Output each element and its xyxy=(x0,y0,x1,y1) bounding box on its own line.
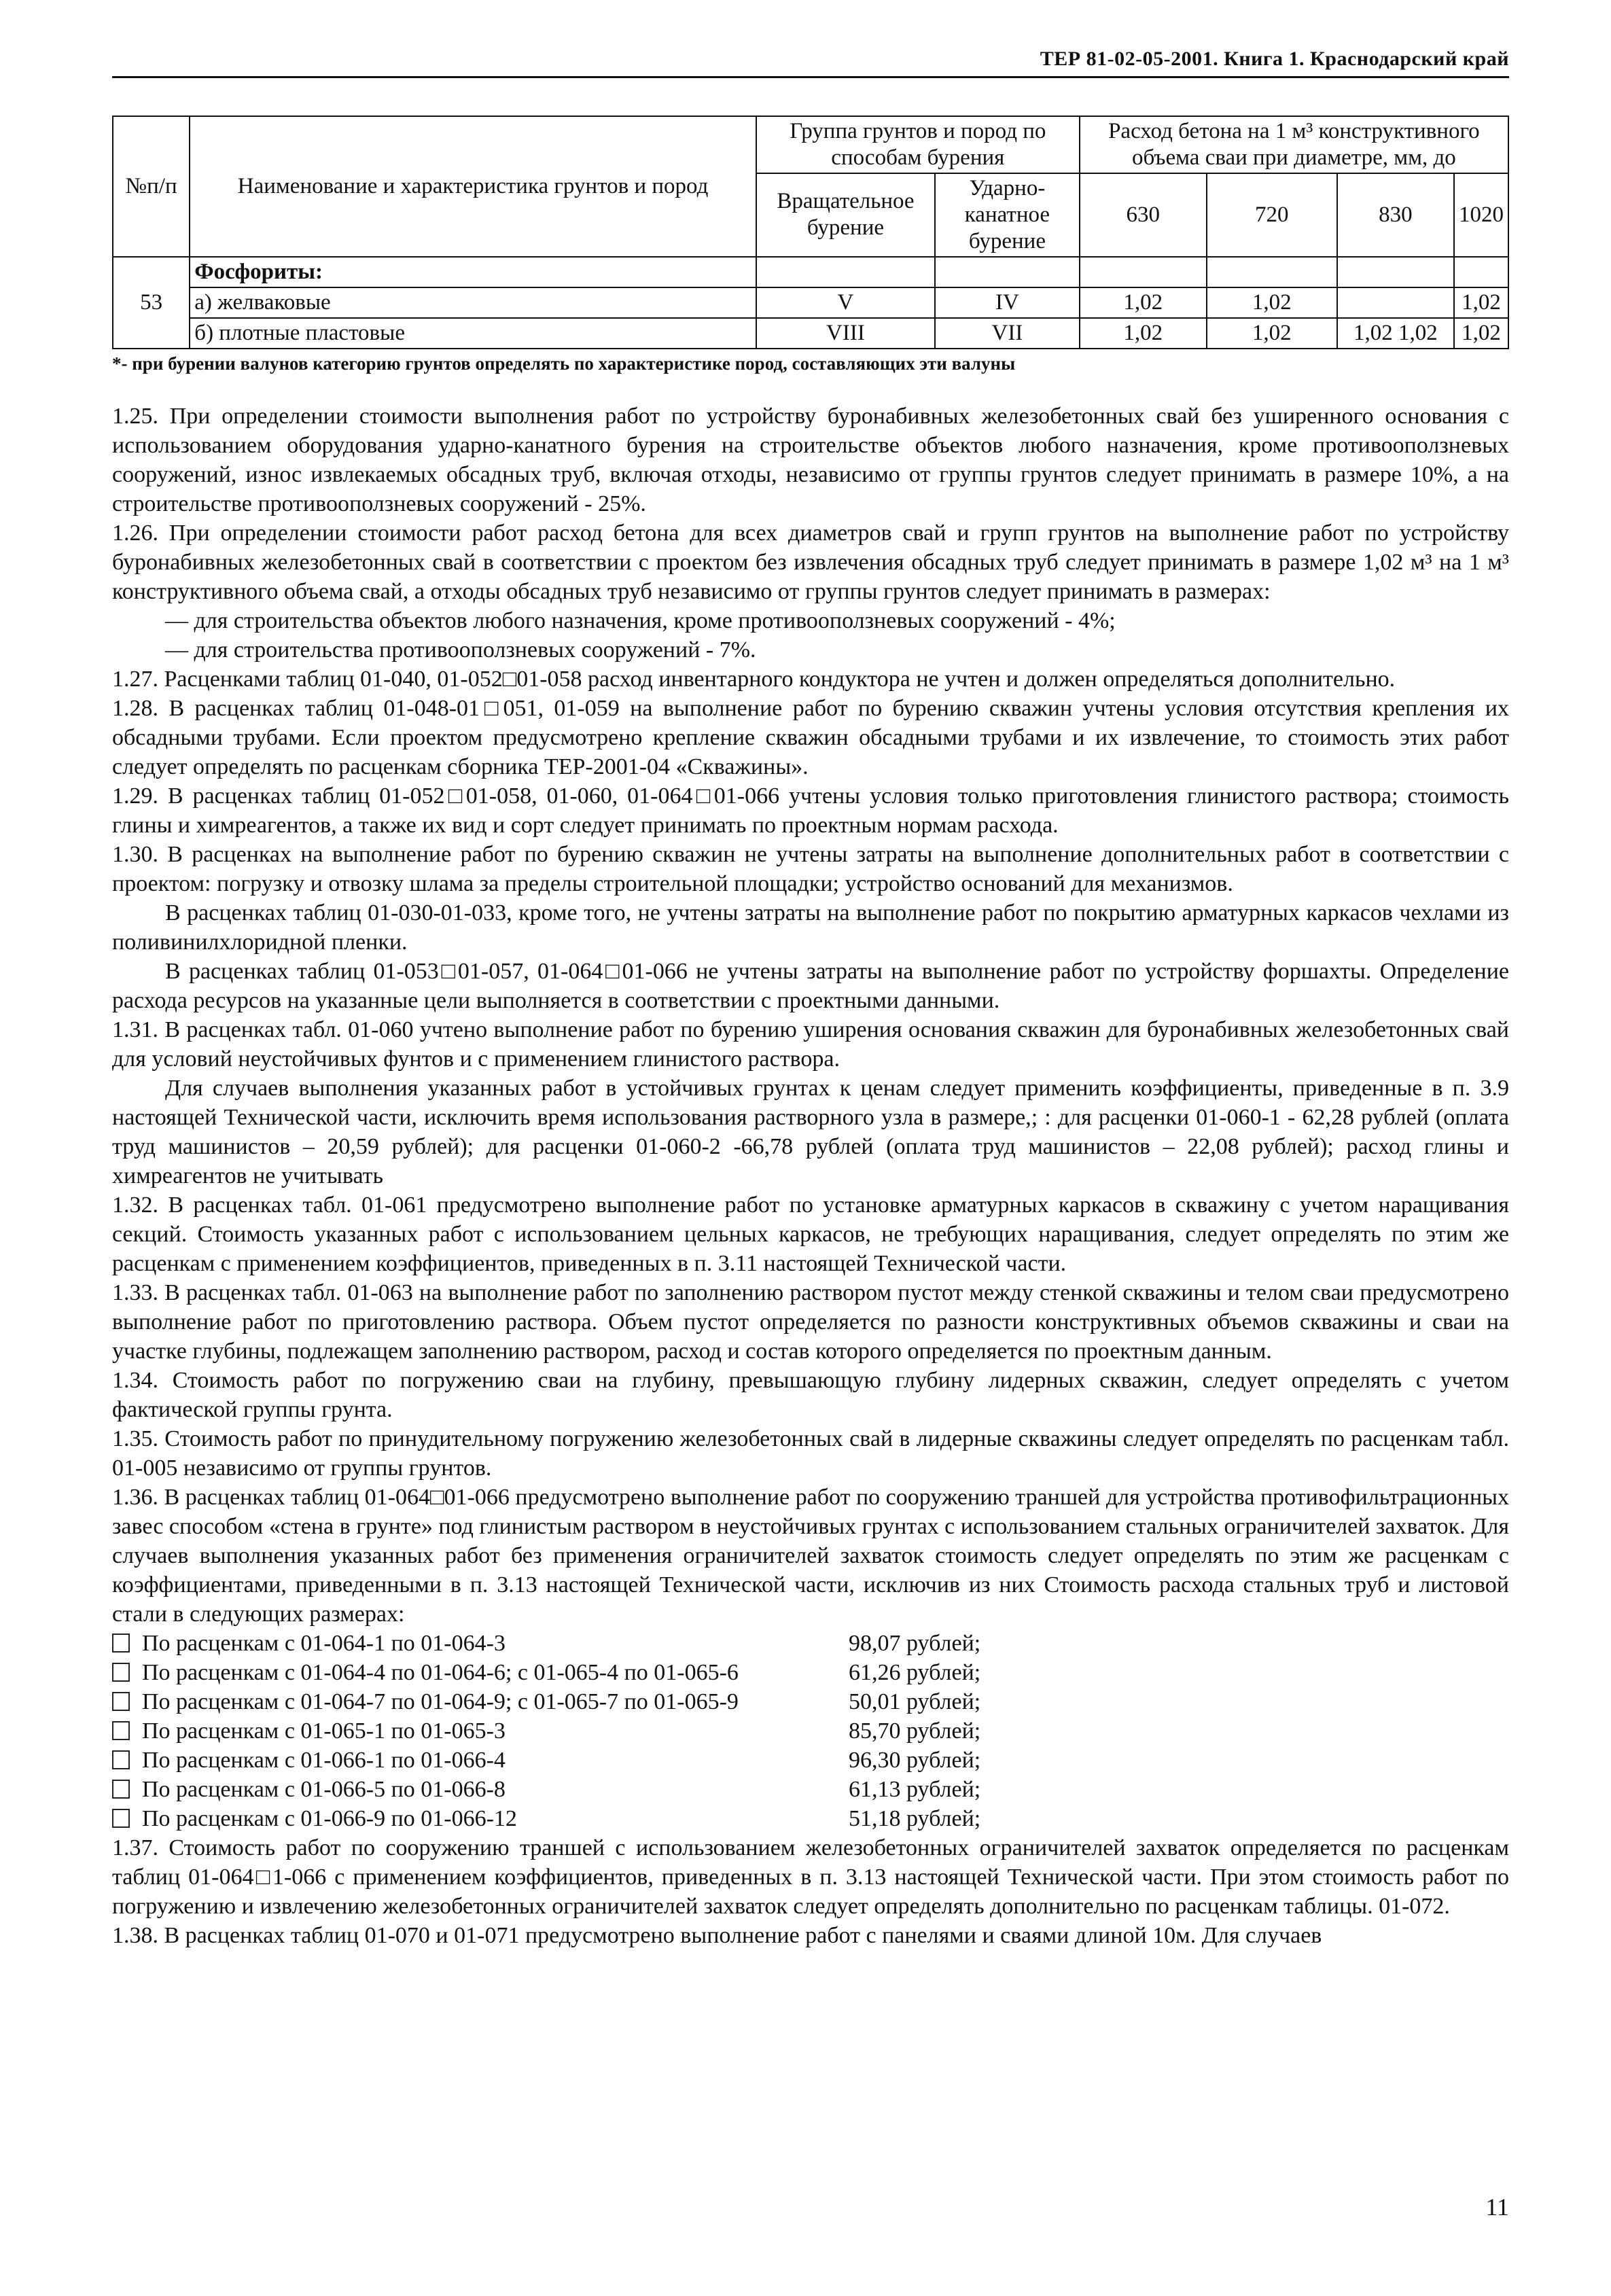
paragraph-1-30-cont-2: В расценках таблиц 01-053□01-057, 01-064□01-066 не учтены затраты на выполнение работ по устройству форшахты. Определение расхода ресурсов на указанные цели выполняется в соответствии с проектными данными. xyxy=(112,958,1509,1013)
checkbox-icon xyxy=(112,1633,130,1653)
paragraph-1-33: 1.33. В расценках табл. 01-063 на выполнение работ по заполнению раствором пустот между стенкой скважины и телом сваи предусмотрено выполнение работ по приготовлению раствора. Объем пустот определяется по разности конструктивных объемов скважины и сваи на участке глубины, подлежащем заполнению раствором, расход и состав которого определяется по проектным данным. xyxy=(112,1279,1509,1364)
cell-rotary: VIII xyxy=(756,318,935,349)
page-number: 11 xyxy=(1485,2193,1509,2221)
paragraph-1-35: 1.35. Стоимость работ по принудительному погружению железобетонных свай в лидерные скважины следует определять по расценкам табл. 01-005 независимо от группы грунтов. xyxy=(112,1426,1509,1481)
list-item xyxy=(112,1746,1509,1775)
row-number: 53 xyxy=(113,257,190,349)
table-header-row xyxy=(113,116,1508,173)
row-name: а) желваковые xyxy=(190,287,756,318)
paragraph-1-28: 1.28. В расценках таблиц 01-048-01□051, 01-059 на выполнение работ по бурению скважин учтены условия отсутствия крепления их обсадными трубами. Если проектом предусмотрено крепление скважин обсадными трубами и их извлечение, то стоимость этих работ следует определять по расценкам сборника ТЕР-2001-04 «Скважины». xyxy=(112,695,1509,779)
price-list xyxy=(112,1629,1509,1833)
col-header-d1020: 1020 xyxy=(1454,173,1508,257)
col-header-d630: 630 xyxy=(1080,173,1207,257)
cell-d1020: 1,02 xyxy=(1454,287,1508,318)
col-header-d720: 720 xyxy=(1207,173,1337,257)
list-item xyxy=(112,1804,1509,1833)
col-header-number: №п/п xyxy=(113,116,190,257)
cell-rotary: V xyxy=(756,287,935,318)
list-item-text: По расценкам с 01-064-7 по 01-064-9; с 01-065-7 по 01-065-9 xyxy=(142,1689,739,1714)
checkbox-icon xyxy=(112,1692,130,1711)
list-item-text: По расценкам с 01-066-1 по 01-066-4 xyxy=(142,1747,506,1773)
list-item-price: 61,13 рублей; xyxy=(849,1776,981,1802)
list-item xyxy=(112,1687,1509,1716)
paragraph-1-31: 1.31. В расценках табл. 01-060 учтено выполнение работ по бурению уширения основания скважин для буронабивных железобетонных свай для условий неустойчивых фунтов и с применением глинистого раствора. xyxy=(112,1017,1509,1072)
list-item-text: По расценкам с 01-064-1 по 01-064-3 xyxy=(142,1630,506,1656)
list-item xyxy=(112,1629,1509,1658)
list-item-text: По расценкам с 01-064-4 по 01-064-6; с 01-065-4 по 01-065-6 xyxy=(142,1659,739,1685)
cell-percussion: IV xyxy=(935,287,1080,318)
paragraph-1-36: 1.36. В расценках таблиц 01-064□01-066 предусмотрено выполнение работ по сооружению траншей для устройства противофильтрационных завес способом «стена в грунте» под глинистым раствором в неустойчивых грунтах с использованием стальных ограничителей захваток. Для случаев выполнения указанных работ без применения ограничителей захваток стоимость следует определять по этим же расценкам с коэффициентами, приведенными в п. 3.13 настоящей Технической части, исключив из них Стоимость расхода стальных труб и листовой стали в следующих размерах: xyxy=(112,1484,1509,1627)
list-item xyxy=(112,1775,1509,1804)
paragraph-1-29: 1.29. В расценках таблиц 01-052□01-058, 01-060, 01-064□01-066 учтены условия только приготовления глинистого раствора; стоимость глины и химреагентов, а также их вид и сорт следует принимать по проектным нормам расхода. xyxy=(112,783,1509,838)
paragraph-1-31-cont: Для случаев выполнения указанных работ в устойчивых грунтах к ценам следует применить коэффициенты, приведенные в п. 3.9 настоящей Технической части, исключить время использования растворного узла в размере,; : для расценки 01-060-1 - 62,28 рублей (оплата труд машинистов – 20,59 рублей); для расценки 01-060-2 -66,78 рублей (оплата труд машинистов – 22,08 рублей); расход глины и химреагентов не учитывать xyxy=(112,1075,1509,1188)
paragraph-1-34: 1.34. Стоимость работ по погружению сваи на глубину, превышающую глубину лидерных скважин, следует определять с учетом фактической группы грунта. xyxy=(112,1367,1509,1422)
cell-d830 xyxy=(1337,287,1454,318)
paragraph-1-25: 1.25. При определении стоимости выполнения работ по устройству буронабивных железобетонных свай без уширенного основания с использованием оборудования ударно-канатного бурения на строительстве объектов любого назначения, кроме противооползневых сооружений, износ извлекаемых обсадных труб, включая отходы, независимо от группы грунтов следует принимать в размере 10%, а на строительстве противооползневых сооружений - 25%. xyxy=(112,403,1509,516)
list-item-price: 51,18 рублей; xyxy=(849,1805,981,1831)
cell-percussion: VII xyxy=(935,318,1080,349)
cell-d630: 1,02 xyxy=(1080,318,1207,349)
running-header: ТЕР 81-02-05-2001. Книга 1. Краснодарский край xyxy=(112,48,1509,78)
paragraph-1-27: 1.27. Расценками таблиц 01-040, 01-052□01-058 расход инвентарного кондуктора не учтен и должен определяться дополнительно. xyxy=(112,666,1396,692)
cell-d630: 1,02 xyxy=(1080,287,1207,318)
list-item-price: 50,01 рублей; xyxy=(849,1689,981,1714)
list-item-text: По расценкам с 01-065-1 по 01-065-3 xyxy=(142,1718,506,1744)
list-item-text: По расценкам с 01-066-5 по 01-066-8 xyxy=(142,1776,506,1802)
body-text xyxy=(112,402,1509,1950)
checkbox-icon xyxy=(112,1721,130,1740)
cell-d720: 1,02 xyxy=(1207,287,1337,318)
list-item-price: 61,26 рублей; xyxy=(849,1659,981,1685)
checkbox-icon xyxy=(112,1663,130,1682)
table-row xyxy=(113,287,1508,318)
cell-d720: 1,02 xyxy=(1207,318,1337,349)
checkbox-icon xyxy=(112,1750,130,1769)
col-header-name: Наименование и характеристика грунтов и пород xyxy=(190,116,756,257)
col-header-rotary: Вращательное бурение xyxy=(756,173,935,257)
paragraph-1-38: 1.38. В расценках таблиц 01-070 и 01-071 предусмотрено выполнение работ с панелями и сваями длиной 10м. Для случаев xyxy=(112,1922,1322,1948)
table-row xyxy=(113,257,1508,287)
list-item xyxy=(112,1716,1509,1746)
paragraph-1-37: 1.37. Стоимость работ по сооружению траншей с использованием железобетонных ограничителей захваток определяется по расценкам таблиц 01-064□1-066 с применением коэффициентов, приведенных в п. 3.13 настоящей Технической части. При этом стоимость работ по погружению и извлечению железобетонных ограничителей захваток следует определять дополнительно по расценкам таблицы. 01-072. xyxy=(112,1835,1509,1919)
cell-d1020: 1,02 xyxy=(1454,318,1508,349)
list-item-text: По расценкам с 01-066-9 по 01-066-12 xyxy=(142,1805,517,1831)
soil-table xyxy=(112,116,1509,349)
paragraph-1-32: 1.32. В расценках табл. 01-061 предусмотрено выполнение работ по установке арматурных каркасов в скважину с учетом наращивания секций. Стоимость указанных работ с использованием цельных каркасов, не требующих наращивания, следует определять по этим же расценкам с применением коэффициентов, приведенных в п. 3.11 настоящей Технической части. xyxy=(112,1192,1509,1276)
checkbox-icon xyxy=(112,1809,130,1828)
row-title: Фосфориты: xyxy=(190,257,756,287)
list-item xyxy=(112,1658,1509,1687)
table-footnote: *- при бурении валунов категорию грунтов определять по характеристике пород, составляющих эти валуны xyxy=(112,353,1016,374)
col-header-concrete: Расход бетона на 1 м³ конструктивного объема сваи при диаметре, мм, до xyxy=(1080,116,1508,173)
list-item-price: 85,70 рублей; xyxy=(849,1718,981,1744)
row-name: б) плотные пластовые xyxy=(190,318,756,349)
col-header-percussion: Ударно-канатное бурение xyxy=(935,173,1080,257)
cell-d830: 1,02 1,02 xyxy=(1337,318,1454,349)
paragraph-1-30: 1.30. В расценках на выполнение работ по бурению скважин не учтены затраты на выполнение дополнительных работ в соответствии с проектом: погрузку и отвозку шлама за пределы строительной площадки; устройство оснований для механизмов. xyxy=(112,841,1509,896)
paragraph-1-30-cont-1: В расценках таблиц 01-030-01-033, кроме того, не учтены затраты на выполнение работ по покрытию арматурных каркасов чехлами из поливинилхлоридной пленки. xyxy=(112,900,1509,955)
table-row xyxy=(113,318,1508,349)
col-header-d830: 830 xyxy=(1337,173,1454,257)
checkbox-icon xyxy=(112,1780,130,1799)
paragraph-1-26-item-a: — для строительства объектов любого назначения, кроме противооползневых сооружений - 4%; xyxy=(165,607,1116,633)
paragraph-1-26-item-b: — для строительства противооползневых сооружений - 7%. xyxy=(165,637,756,663)
col-header-drill-group: Группа грунтов и пород по способам бурения xyxy=(756,116,1080,173)
list-item-price: 98,07 рублей; xyxy=(849,1630,981,1656)
list-item-price: 96,30 рублей; xyxy=(849,1747,981,1773)
paragraph-1-26: 1.26. При определении стоимости работ расход бетона для всех диаметров свай и групп грунтов на выполнение работ по устройству буронабивных железобетонных свай в соответствии с проектом без извлечения обсадных труб следует принимать в размере 1,02 м³ на 1 м³ конструктивного объема свай, а отходы обсадных труб независимо от группы грунтов следует принимать в размерах: xyxy=(112,520,1509,604)
